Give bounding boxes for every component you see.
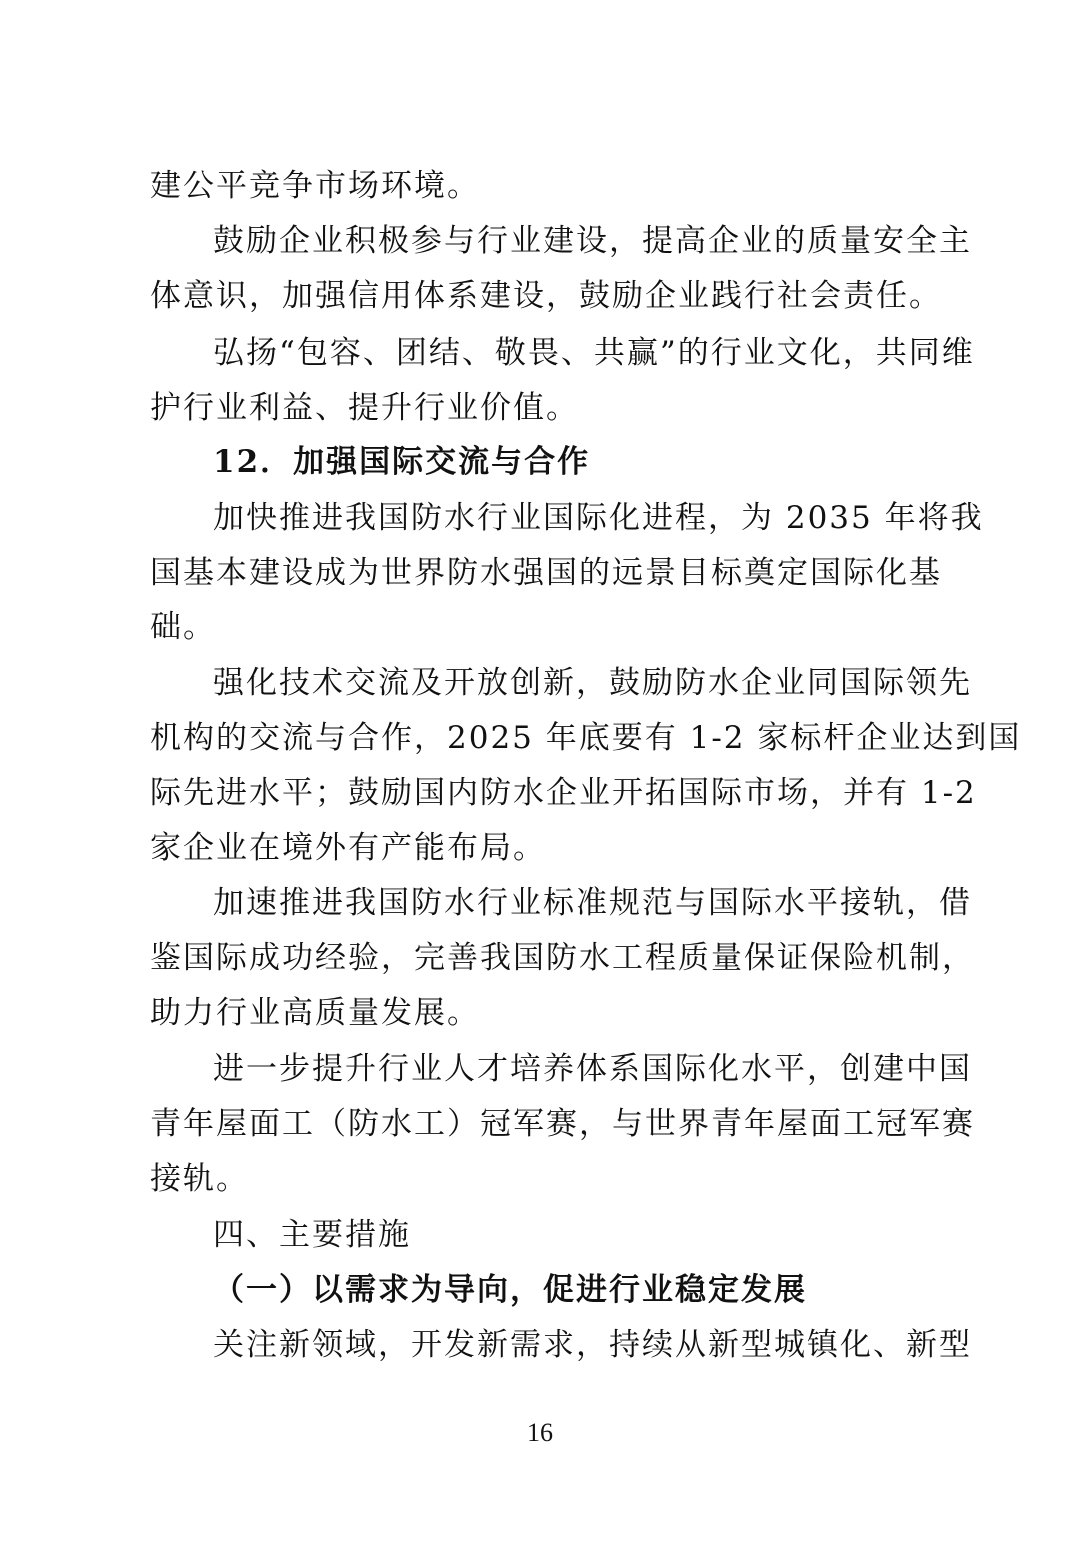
paragraph-line: 鼓励企业积极参与行业建设，提高企业的质量安全主 (213, 223, 972, 259)
paragraph-line: 进一步提升行业人才培养体系国际化水平，创建中国 (213, 1051, 972, 1087)
paragraph-line: 助力行业高质量发展。 (150, 995, 480, 1031)
paragraph-line: 际先进水平；鼓励国内防水企业开拓国际市场，并有 1-2 (150, 775, 977, 811)
paragraph-line: 强化技术交流及开放创新，鼓励防水企业同国际领先 (213, 665, 972, 701)
subsection-heading: （一）以需求为导向，促进行业稳定发展 (213, 1272, 807, 1308)
paragraph-line: 家企业在境外有产能布局。 (150, 830, 546, 866)
paragraph-line: 护行业利益、提升行业价值。 (150, 390, 579, 426)
page-number: 16 (527, 1418, 553, 1447)
chapter-heading: 四、主要措施 (213, 1217, 411, 1253)
paragraph-line: 加速推进我国防水行业标准规范与国际水平接轨，借 (213, 885, 972, 921)
paragraph-line: 接轨。 (150, 1161, 249, 1197)
section-heading: 12．加强国际交流与合作 (213, 444, 591, 480)
paragraph-line: 体意识，加强信用体系建设，鼓励企业践行社会责任。 (150, 278, 942, 314)
paragraph-line: 机构的交流与合作，2025 年底要有 1-2 家标杆企业达到国 (150, 720, 1022, 756)
paragraph-line: 建公平竞争市场环境。 (150, 168, 480, 204)
paragraph-line: 国基本建设成为世界防水强国的远景目标奠定国际化基 (150, 555, 942, 591)
paragraph-line: 加快推进我国防水行业国际化进程，为 2035 年将我 (213, 500, 984, 536)
paragraph-line: 青年屋面工（防水工）冠军赛，与世界青年屋面工冠军赛 (150, 1106, 975, 1142)
paragraph-line: 关注新领域，开发新需求，持续从新型城镇化、新型 (213, 1327, 972, 1363)
paragraph-line: 鉴国际成功经验，完善我国防水工程质量保证保险机制， (150, 940, 975, 976)
paragraph-line: 弘扬“包容、团结、敬畏、共赢”的行业文化，共同维 (213, 335, 975, 371)
paragraph-line: 础。 (150, 609, 216, 645)
